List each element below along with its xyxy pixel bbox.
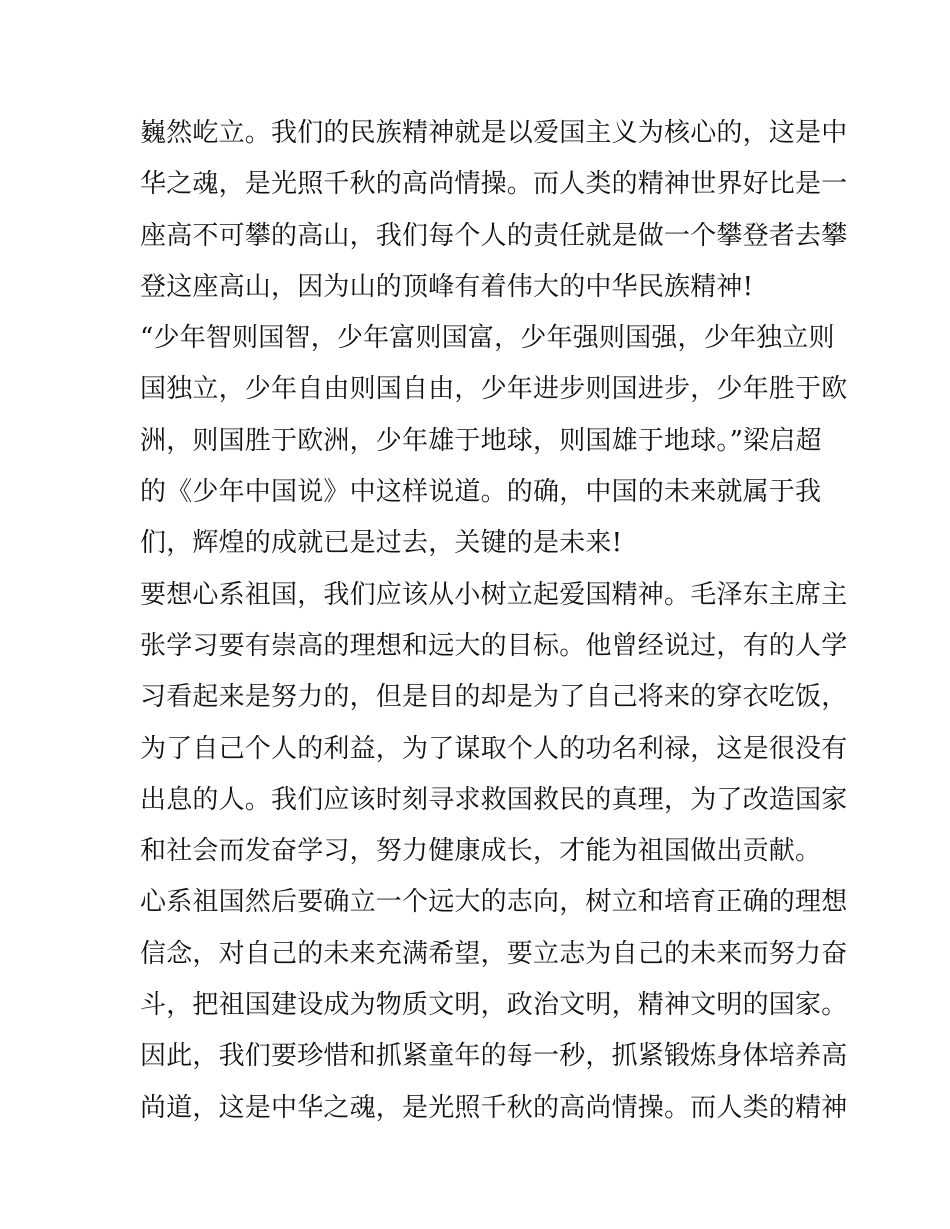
text-line: 洲，则国胜于欧洲，少年雄于地球，则国雄于地球。”梁启超 bbox=[140, 425, 822, 456]
text-line: “少年智则国智，少年富则国富，少年强则国强，少年独立则 bbox=[140, 323, 835, 354]
text-line: 和社会而发奋学习，努力健康成长，才能为祖国做出贡献。 bbox=[140, 836, 822, 867]
text-line: 座高不可攀的高山，我们每个人的责任就是做一个攀登者去攀 bbox=[140, 220, 848, 251]
text-line: 为了自己个人的利益，为了谋取个人的功名利禄，这是很没有 bbox=[140, 733, 848, 764]
text-line: 因此，我们要珍惜和抓紧童年的每一秒，抓紧锻炼身体培养高 bbox=[140, 1041, 848, 1072]
text-line: 张学习要有崇高的理想和远大的目标。他曾经说过，有的人学 bbox=[140, 630, 848, 661]
text-line: 巍然屹立。我们的民族精神就是以爱国主义为核心的，这是中 bbox=[140, 118, 848, 148]
text-line: 要想心系祖国，我们应该从小树立起爱国精神。毛泽东主席主 bbox=[140, 579, 848, 610]
text-line: 国独立，少年自由则国自由，少年进步则国进步，少年胜于欧 bbox=[140, 374, 848, 405]
text-line: 心系祖国然后要确立一个远大的志向，树立和培育正确的理想 bbox=[140, 887, 848, 918]
document-body bbox=[140, 108, 848, 1134]
text-line: 斗，把祖国建设成为物质文明，政治文明，精神文明的国家。 bbox=[140, 990, 848, 1021]
text-line: 信念，对自己的未来充满希望，要立志为自己的未来而努力奋 bbox=[140, 938, 848, 969]
text-line: 华之魂，是光照千秋的高尚情操。而人类的精神世界好比是一 bbox=[140, 169, 848, 200]
text-line: 的《少年中国说》中这样说道。的确，中国的未来就属于我 bbox=[140, 477, 822, 508]
text-line: 习看起来是努力的，但是目的却是为了自己将来的穿衣吃饭， bbox=[140, 682, 848, 713]
text-line: 登这座高山，因为山的顶峰有着伟大的中华民族精神! bbox=[140, 271, 754, 302]
text-line: 们，辉煌的成就已是过去，关键的是未来! bbox=[140, 528, 623, 559]
text-line: 尚道，这是中华之魂，是光照千秋的高尚情操。而人类的精神 bbox=[140, 1092, 848, 1123]
text-line: 出息的人。我们应该时刻寻求救国救民的真理，为了改造国家 bbox=[140, 784, 848, 815]
